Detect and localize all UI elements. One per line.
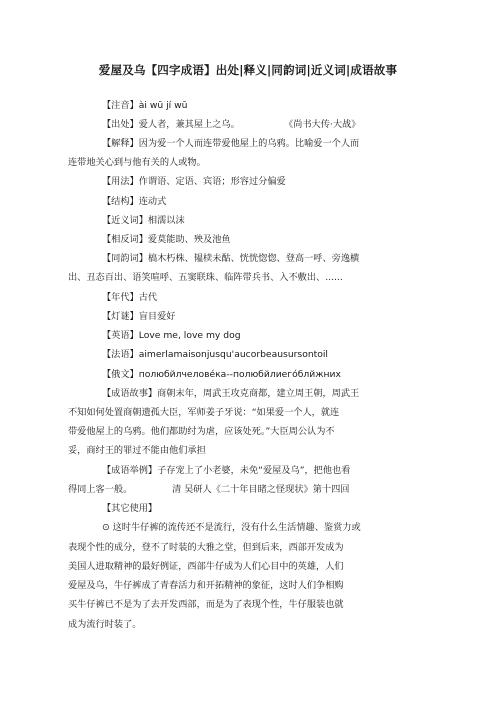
other-usage-line-1: ⊙ 这时牛仔裤的流传还不是流行，没有什么生活情趣、鉴赏力或	[102, 522, 361, 533]
structure-line: 【结构】连动式	[102, 196, 167, 207]
explanation-line-2: 连带地关心到与他有关的人或物。	[68, 157, 206, 168]
source-line: 【出处】爱人者，兼其屋上之乌。	[102, 119, 240, 130]
antonym-line: 【相反词】爱莫能助、殃及池鱼	[102, 234, 231, 245]
example-source: 清 吴研人《二十年目睹之怪现状》第十四回	[172, 484, 350, 495]
other-usage-line-2: 表现个性的成分，登不了时装的大雅之堂，但到后来，西部开发成为	[68, 542, 344, 553]
other-usage-line-6: 成为流行时装了。	[68, 619, 142, 630]
pinyin-line: 【注音】ài wū jí wū	[102, 100, 188, 111]
riddle-line: 【灯谜】盲目爱好	[102, 311, 176, 322]
story-line-4: 妥，商纣王的罪过不能由他们承担	[68, 445, 206, 456]
synonym-line: 【近义词】相濡以沫	[102, 215, 185, 226]
french-line: 【法语】aimerlamaisonjusqu'aucorbeausursontoil	[102, 349, 328, 360]
russian-line: 【俄文】полюбйлчелове́ка--полюбйлиего́блйжних	[102, 369, 341, 380]
english-line: 【英语】Love me, love my dog	[102, 330, 241, 341]
story-line-2: 不知如何处置商朝遗孤大臣，军师姜子牙说：“如果爱一个人，就连	[68, 407, 340, 418]
story-line-1: 【成语故事】商朝末年，周武王攻克商都，建立周王朝，周武王	[102, 388, 360, 399]
other-usage-heading: 【其它使用】	[102, 503, 158, 514]
other-usage-line-5: 买牛仔裤已不是为了去开发西部，而是为了表现个性，牛仔服装也就	[68, 599, 344, 610]
era-line: 【年代】古代	[102, 292, 158, 303]
explanation-line-1: 【解释】因为爱一个人而连带爱他屋上的乌鸦。比喻爱一个人而	[102, 138, 360, 149]
example-line-2: 得同上客一般。	[68, 484, 133, 495]
other-usage-line-3: 美国人进取精神的最好例证，西部牛仔成为人们心目中的英雄，人们	[68, 561, 344, 572]
example-line-1: 【成语举例】子存宠上了小老婆，未免“爱屋及乌”，把他也看	[102, 465, 351, 476]
other-usage-line-4: 爱屋及乌，牛仔裤成了青春活力和开拓精神的象征，这时人们争相购	[68, 580, 344, 591]
rhyme-line-1: 【同韵词】槁木朽株、韫椟未酤、恍恍惚惚、登高一呼、旁逸横	[102, 253, 360, 264]
page-title: 爱屋及乌【四字成语】出处|释义|同韵词|近义词|成语故事	[98, 63, 398, 77]
rhyme-line-2: 出、丑态百出、语笑喧呼、五窦联珠、临阵带兵书、入不敷出、......	[68, 272, 343, 283]
usage-line: 【用法】作谓语、定语、宾语；形容过分偏爱	[102, 176, 286, 187]
story-line-3: 带爱他屋上的乌鸦。他们都助纣为虐，应该处死。”大臣周公认为不	[68, 426, 335, 437]
source-book: 《尚书大传·大战》	[284, 119, 361, 130]
